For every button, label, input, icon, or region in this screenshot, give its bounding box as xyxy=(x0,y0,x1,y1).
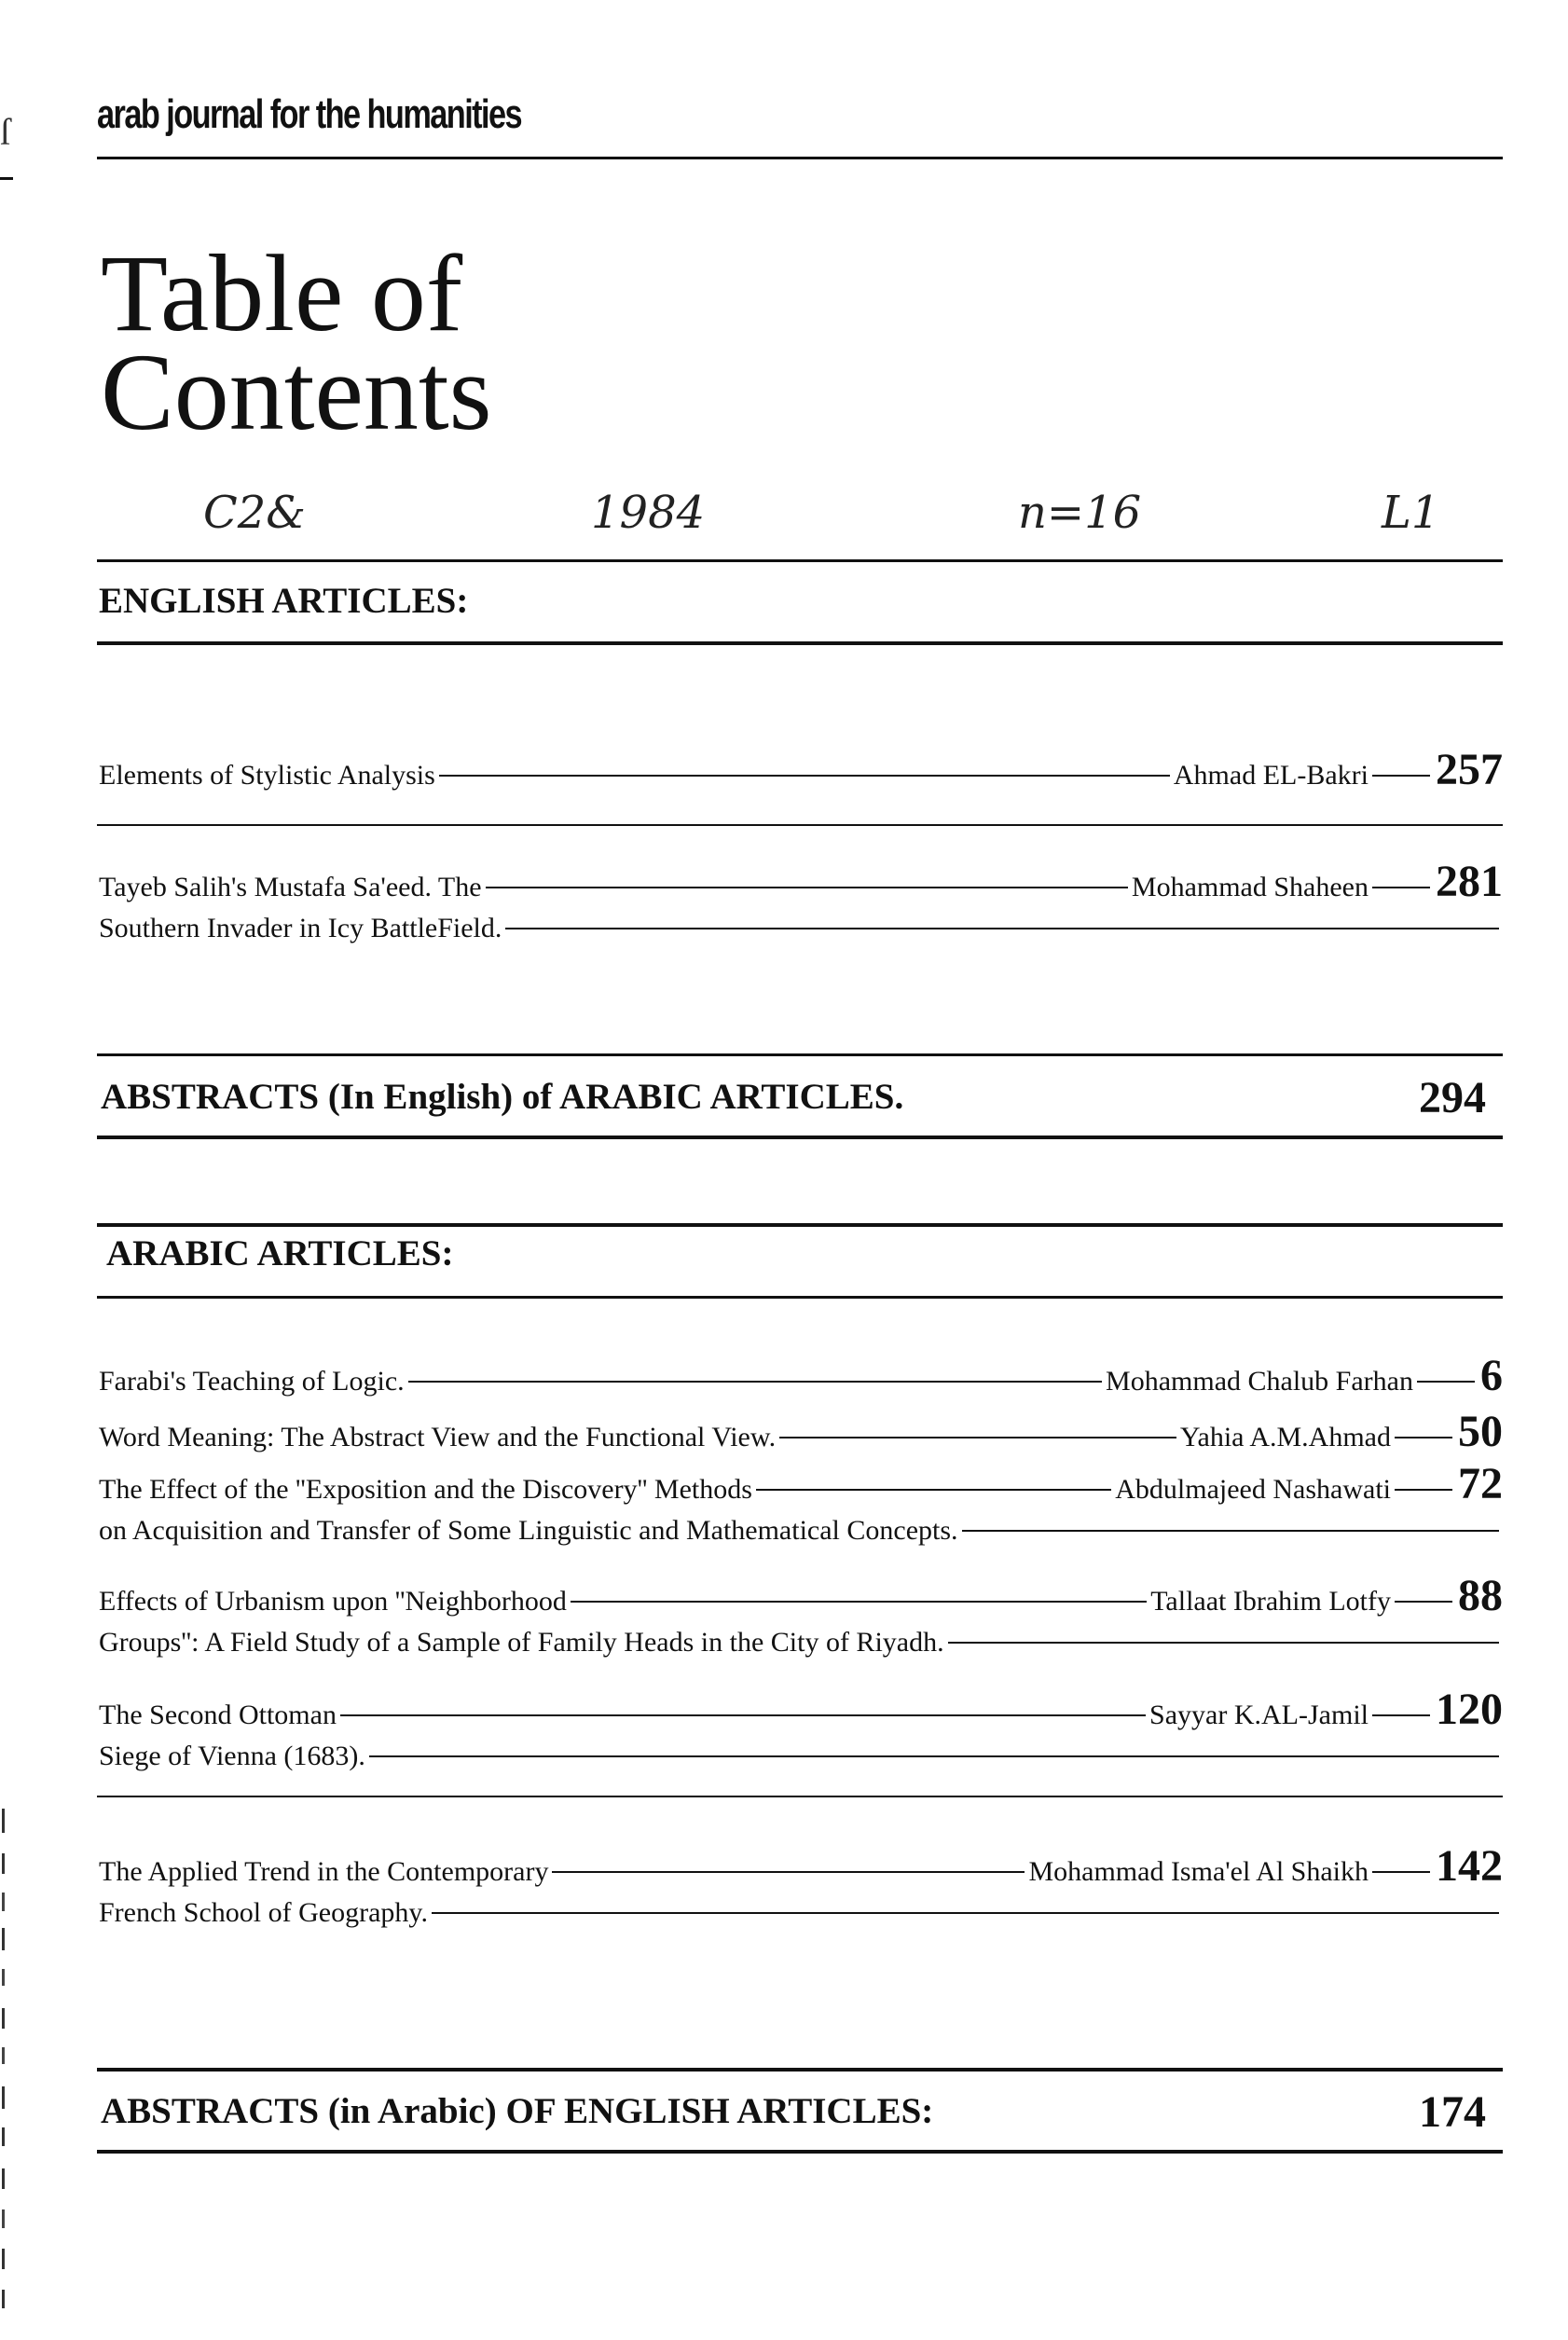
leader-dots xyxy=(1372,1714,1430,1716)
toc-entry-arabic-2 xyxy=(99,1407,1503,1458)
title-line-1: Table of xyxy=(101,232,463,354)
english-heading-rule xyxy=(97,641,1503,645)
leader-dots xyxy=(1417,1381,1475,1383)
divider xyxy=(97,1796,1503,1797)
leader-dots xyxy=(1372,775,1430,777)
article-title: The Second Ottoman xyxy=(99,1700,337,1730)
article-title-continued: Southern Invader in Icy BattleField. xyxy=(99,913,502,943)
article-author: Mohammad Isma'el Al Shaikh xyxy=(1028,1856,1369,1887)
article-author: Yahia A.M.Ahmad xyxy=(1179,1422,1391,1452)
toc-entry-arabic-4 xyxy=(99,1571,1503,1663)
divider xyxy=(97,824,1503,826)
article-title-continued: Groups'': A Field Study of a Sample of Family Heads in the City of Riyadh. xyxy=(99,1627,944,1658)
article-title: Elements of Stylistic Analysis xyxy=(99,760,435,791)
article-title: Word Meaning: The Abstract View and the Functional View. xyxy=(99,1422,777,1452)
section-heading-abstracts-english: ABSTRACTS (In English) of ARABIC ARTICLES. xyxy=(101,1077,904,1117)
leader-dots xyxy=(962,1530,1499,1532)
page-number: 120 xyxy=(1436,1685,1503,1734)
left-edge-mark-top: ſ xyxy=(0,111,11,153)
abstracts-ar-bottom-rule xyxy=(97,2150,1503,2154)
left-edge-tick xyxy=(0,177,13,180)
toc-entry-arabic-6 xyxy=(99,1841,1503,1934)
section-heading-abstracts-arabic: ABSTRACTS (in Arabic) OF ENGLISH ARTICLES: xyxy=(101,2091,934,2131)
title-line-2: Contents xyxy=(101,331,492,453)
article-title: The Effect of the ''Exposition and the Discovery'' Methods xyxy=(99,1474,752,1505)
title-rule xyxy=(97,559,1503,562)
abstracts-english-page: 294 xyxy=(1419,1073,1486,1122)
article-title: Tayeb Salih's Mustafa Sa'eed. The xyxy=(99,872,482,902)
journal-name: arab journal for the humanities xyxy=(97,91,522,137)
page-number: 281 xyxy=(1436,857,1503,906)
leader-dots xyxy=(756,1489,1111,1491)
article-author: Mohammad Chalub Farhan xyxy=(1106,1366,1413,1397)
leader-dots xyxy=(1372,887,1430,888)
section-heading-arabic: ARABIC ARTICLES: xyxy=(106,1233,454,1273)
article-title: The Applied Trend in the Contemporary xyxy=(99,1856,549,1887)
arabic-heading-rule xyxy=(97,1296,1503,1299)
leader-dots xyxy=(1395,1437,1452,1438)
handwritten-note-4: L1 xyxy=(1382,487,1440,539)
leader-dots xyxy=(340,1714,1146,1716)
leader-dots xyxy=(439,775,1170,777)
abstracts-arabic-page: 174 xyxy=(1419,2087,1486,2137)
handwritten-note-3: n=16 xyxy=(1018,487,1142,539)
toc-entry-arabic-3 xyxy=(99,1459,1503,1551)
page-number: 72 xyxy=(1458,1459,1503,1508)
leader-dots xyxy=(408,1381,1102,1383)
handwritten-note-2: 1984 xyxy=(591,487,706,539)
article-author: Mohammad Shaheen xyxy=(1131,872,1369,902)
article-title-continued: Siege of Vienna (1683). xyxy=(99,1741,365,1771)
page-number: 88 xyxy=(1458,1571,1503,1620)
leader-dots xyxy=(432,1912,1499,1914)
page-number: 50 xyxy=(1458,1407,1503,1456)
header-rule xyxy=(97,157,1503,159)
abstracts-en-top-rule xyxy=(97,1053,1503,1056)
article-title-continued: French School of Geography. xyxy=(99,1897,428,1928)
handwritten-note-1: C2& xyxy=(203,487,306,539)
leader-dots xyxy=(505,928,1499,929)
toc-entry-arabic-1 xyxy=(99,1351,1503,1402)
left-edge-artifacts xyxy=(2,1809,15,2331)
article-title: Effects of Urbanism upon ''Neighborhood xyxy=(99,1586,567,1617)
abstracts-en-bottom-rule xyxy=(97,1136,1503,1139)
page-number: 142 xyxy=(1436,1841,1503,1891)
leader-dots xyxy=(571,1601,1147,1603)
leader-dots xyxy=(1395,1601,1452,1603)
article-author: Ahmad EL-Bakri xyxy=(1173,760,1369,791)
toc-entry-arabic-5 xyxy=(99,1685,1503,1777)
abstracts-ar-top-rule xyxy=(97,2068,1503,2072)
leader-dots xyxy=(369,1755,1499,1757)
article-title: Farabi's Teaching of Logic. xyxy=(99,1366,405,1397)
toc-entry-english-1 xyxy=(99,745,1503,796)
arabic-top-rule xyxy=(97,1223,1503,1227)
page-title xyxy=(101,232,492,453)
toc-entry-english-2 xyxy=(99,857,1503,949)
article-title-continued: on Acquisition and Transfer of Some Linguistic and Mathematical Concepts. xyxy=(99,1515,958,1546)
article-author: Sayyar K.AL-Jamil xyxy=(1149,1700,1369,1730)
leader-dots xyxy=(486,887,1128,888)
article-author: Tallaat Ibrahim Lotfy xyxy=(1150,1586,1391,1617)
leader-dots xyxy=(552,1871,1025,1873)
page-number: 257 xyxy=(1436,745,1503,794)
leader-dots xyxy=(1395,1489,1452,1491)
page-number: 6 xyxy=(1480,1351,1503,1400)
leader-dots xyxy=(948,1642,1499,1644)
leader-dots xyxy=(1372,1871,1430,1873)
leader-dots xyxy=(779,1437,1176,1438)
article-author: Abdulmajeed Nashawati xyxy=(1115,1474,1391,1505)
section-heading-english: ENGLISH ARTICLES: xyxy=(99,581,469,621)
